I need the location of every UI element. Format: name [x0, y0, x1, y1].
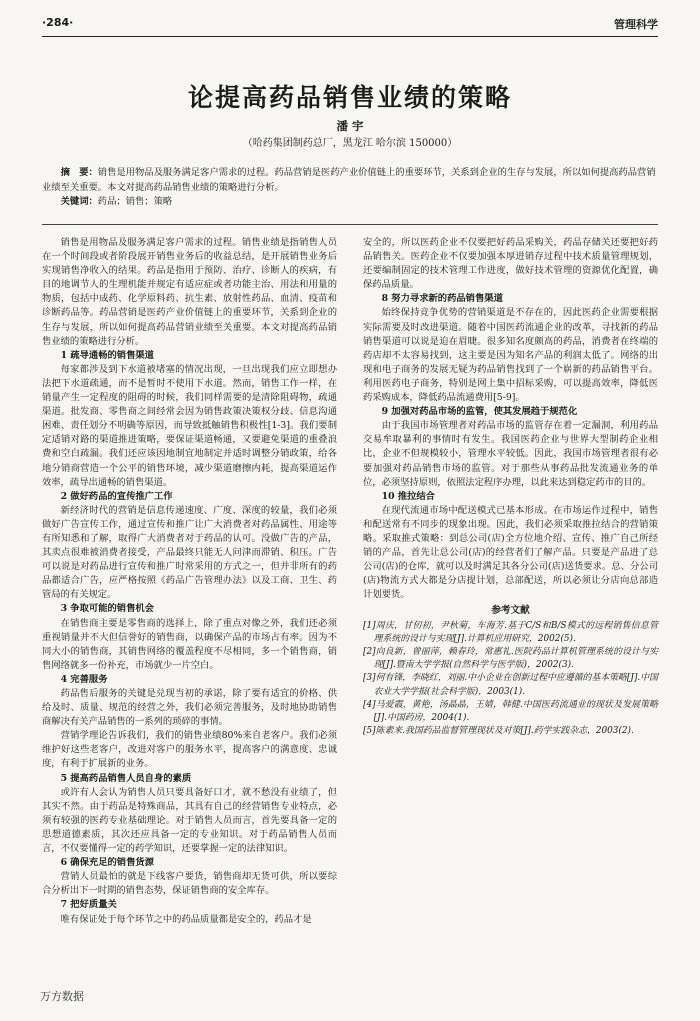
- body-paragraph: 每家都涉及到下水道被堵塞的情况出现，一旦出现我们应立即想办法把下水道疏通，而不是暂时不使用下水道。然而，销售工作一样，在销量产生一定程度的阻碍的时候，我们同样需要的是清除阻碍物，疏通渠道。批发商、零售商之间经常会因为销售政策决策权分歧、信息沟通困难、责任划分不明确等原因，而导致抵触销售积极性[1-3]。我们要制定适销对路的渠道推进策略，要保证渠道畅通，又要避免渠道的重叠浪费和空白疏漏。我们还应该因地制宜地制定并适时调整分销政策，给各地分销商营造一个公平的销售环境，减少渠道磨擦内耗，提高渠道运作效率，疏导出通畅的销售渠道。: [42, 363, 337, 488]
- section-heading: 10 推拉结合: [381, 490, 435, 502]
- watermark: 万方数据: [40, 990, 84, 1003]
- running-header: [42, 14, 658, 32]
- section-heading: 6 确保充足的销售货源: [60, 857, 154, 869]
- reference-item: [4]马爱霞，黄艳，汤晶晶，王婧，韩健.中国医药流通业的现状及发展策略[J].中国药房，2004(1).: [363, 699, 658, 723]
- right-column-body: [363, 236, 658, 602]
- abstract-block: [42, 166, 658, 210]
- body-paragraph: 或许有人会认为销售人员只要具备好口才，就不愁没有业绩了，但其实不然。由于药品是特殊商品，其具有自己的经营销售专业特点，必须有较强的医药专业基础理论。对于销售人员而言，首先要具备一定的思想道德素质，其次还应具备一定的专业知识。对于药品销售人员而言，不仅要懂得一定的药学知识，还要掌握一定的法律知识。: [42, 786, 337, 855]
- left-column: [42, 236, 337, 927]
- section-heading: 3 争取可能的销售机会: [60, 603, 154, 615]
- article-title: 论提高药品销售业绩的策略: [187, 83, 512, 112]
- reference-item: [3]何有锋，李晓红，刘丽.中小企业在创新过程中应遵循的基本策略[J].中国农业大学学报(社会科学版)，2003(1).: [363, 673, 658, 697]
- section-heading: 2 做好药品的宣传推广工作: [60, 490, 173, 502]
- body-paragraph: 在现代流通市场中配送模式已基本形成。在市场运作过程中，销售和配送常有不同步的现象出现。因此，我们必须采取推拉结合的营销策略。采取推式策略：到总公司(店)全方位地介绍、宣传、推广自己所经销的产品，首先让总公司(店)的经营者们了解产品。只要是产品进了总公司(店)的仓库，就可以及时满足其各分公司(店)送货要求。总、分公司(店)物流方式大都是分店提计划，总部配送，所以必须让分店向总部造计划要货。: [363, 504, 658, 601]
- body-paragraph: 由于我国市场管理者对药品市场的监管存在着一定漏洞，利用药品交易牟取暴利的事情时有发生。我国医药企业与世界大型制药企业相比，企业不但规模较小，管理水平较低。因此，我国市场管理者很有必要加强对药品销售市场的监管。对于那些从事药品批发流通业务的单位，必须坚持原则，依照法定程序办理，以此来达到稳定药市的目的。: [363, 420, 658, 488]
- section-heading: 9 加强对药品市场的监管，使其发展趋于规范化: [381, 406, 578, 418]
- section-heading: 7 把好质量关: [60, 899, 117, 911]
- abstract-label: 摘 要：: [60, 167, 98, 178]
- body-paragraph: 药品售后服务的关键是兑现当初的承诺，除了要有适宜的价格、供给及时、质量、规范的经营之外，我们必须完善服务，及时地协助销售商解决有关产品销售的一系列的琐碎的事情。: [42, 688, 337, 728]
- section-heading: 8 努力寻求新的药品销售渠道: [381, 293, 503, 305]
- section-heading: 4 完善服务: [60, 673, 108, 685]
- body-paragraph: 营销人员最怕的就是下线客户要货，销售商却无货可供，所以要综合分析出下一时期的销售态势，保证销售商的安全库存。: [42, 871, 337, 897]
- author: 潘 宇: [336, 119, 364, 133]
- body-paragraph: 营销学理论告诉我们，我们的销售业绩80%来自老客户。我们必须维护好这些老客户，改进对客户的服务水平，提高客户的满意度、忠诚度，有利于扩展新的业务。: [42, 730, 337, 770]
- body-paragraph: 安全的，所以医药企业不仅要把好药品采购关，药品存储关还要把好药品销售关。医药企业不仅要加强本厚进销存过程中技术质量管理规划，还要编制固定的技术管理工作进度，做好技术管理的资源优化配置，确保药品质量。: [363, 237, 658, 291]
- body-paragraph: 新经济时代的营销是信息传递速度、广度、深度的较量，我们必须做好广告宣传工作，通过宣传和推广让广大消费者对药品属性、用途等有所知悉和了解，取得广大消费者对于药品的认可。没做广告的产品，其卖点很难被消费者接受，产品最终只能无人问津而滞销、积压。广告可以说是对药品进行宣传和推广时常采用的方式之一，但并非所有的药品都适合广告，应严格按照《药品广告管理办法》以及工商、卫生、药管局的有关规定。: [42, 504, 337, 601]
- body-paragraph: 唯有保证处于每个环节之中的药品质量都是安全的，药品才是: [60, 913, 312, 925]
- body-paragraph: 在销售商主要是零售商的选择上，除了重点对像之外，我们还必须重视销量并不大但信誉好的销售商，以确保产品的市场占有率。因为不同大小的销售商，其销售网络的覆盖程度不尽相同，多一个销售商，销售网络就多一份补充，市场就少一片空白。: [42, 617, 337, 671]
- abstract-text: 销售是用物品及服务满足客户需求的过程。药品营销是医药产业价值链上的重要环节，关系到企业的生存与发展，所以如何提高药品营销业绩至关重要。本文对提高药品销售业绩的策略进行分析。: [42, 167, 656, 193]
- reference-item: [1]周庆，甘仞初，尹秋菊，车海芳.基于C/S和B/S模式的远程销售信息管理系统的设计与实现[J].计算机应用研究，2002(5).: [363, 620, 658, 644]
- body-paragraph: 始终保持竞争优势的营销渠道是不存在的，因此医药企业需要根据实际需要及时改进渠道。随着中国医药流通企业的改革，寻找新的药品销售渠道可以说是迫在眉睫。很多知名度颇高的药品，消费者在终端的药店却不太容易找到，这主要是因为知名产品的利润太低了。网络的出现和电子商务的发展无疑为药品销售找到了一个崭新的药品销售平台。利用医药电子商务，特别是网上集中招标采购，可以提高效率，降低医药采购成本，降低药品流通费用[5-9]。: [363, 307, 658, 404]
- affiliation: （哈药集团制药总厂，黑龙江 哈尔滨 150000）: [242, 138, 458, 149]
- journal-name: 管理科学: [614, 18, 658, 31]
- section-heading: 5 提高药品销售人员自身的素质: [60, 772, 192, 784]
- references-title: 参考文献: [491, 605, 530, 617]
- section-heading: 1 疏导通畅的销售渠道: [60, 349, 154, 361]
- keywords: 药品；销售；策略: [97, 196, 173, 207]
- references-list: [363, 620, 658, 739]
- right-column: [363, 236, 658, 738]
- abstract-rule: [42, 224, 658, 225]
- reference-item: [2]向良新，曾丽萍，赖春玲，常惠礼.医院药品计算机管理系统的设计与实现[J].暨南大学学报(自然科学与医学版)，2002(3).: [363, 646, 658, 671]
- header-rule: [42, 36, 658, 37]
- body-paragraph: 销售是用物品及服务满足客户需求的过程。销售业绩是指销售人员在一个时间段或者阶段展开销售业务后的收益总结，是开展销售业务后实现销售净收入的结果。药品是指用于预防、治疗、诊断人的疾病，有目的地调节人的生理机能并规定有适应症或者功能主治、用法和用量的物质，包括中成药、化学原料药、抗生素、放射性药品、血清、疫苗和诊断药品等。药品营销是医药产业价值链上的重要环节，关系到企业的生存与发展，所以如何提高药品营销业绩至关重要。本文对提高药品销售业绩的策略进行分析。: [42, 237, 337, 347]
- keywords-label: 关键词：: [60, 196, 98, 207]
- page-number: ·284·: [42, 16, 74, 29]
- reference-item: [5]陈素来.我国药品监督管理现状及对策[J].药学实践杂志，2003(2).: [363, 726, 634, 737]
